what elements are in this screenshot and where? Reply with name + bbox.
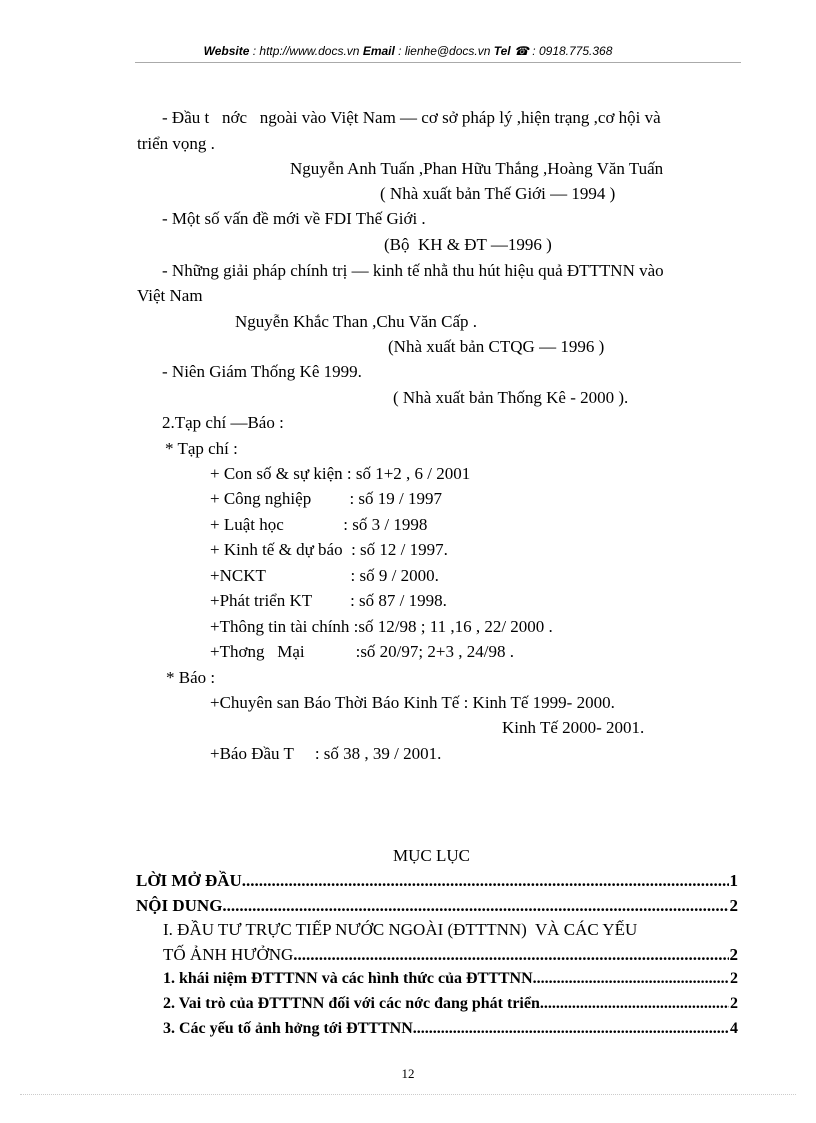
- ref-3: - Những giải pháp chính trị — kinh tế nhằ thu hút hiệu quả ĐTTTNN vào: [162, 261, 664, 280]
- ref-2-publisher: (Bộ KH & ĐT —1996 ): [384, 235, 552, 254]
- toc-entry-label: NỘI DUNG: [136, 896, 223, 915]
- toc-entry-page: 4: [730, 1020, 738, 1037]
- ref-3-publisher: (Nhà xuất bản CTQG — 1996 ): [388, 337, 605, 356]
- toc-entry-label: TỐ ẢNH HƯỞNG: [163, 945, 294, 964]
- ref-2: - Một số vấn đề mới về FDI Thế Giới .: [162, 209, 426, 228]
- newspaper-item: +Báo Đầu T : số 38 , 39 / 2001.: [210, 744, 442, 763]
- journal-item: + Kinh tế & dự báo : số 12 / 1997.: [210, 540, 448, 559]
- toc-entry-page: 2: [730, 970, 738, 987]
- journal-item: + Luật học : số 3 / 1998: [210, 515, 428, 534]
- ref-1-authors: Nguyễn Anh Tuấn ,Phan Hữu Thắng ,Hoàng Văn Tuấn: [290, 159, 664, 178]
- toc-title: MỤC LỤC: [393, 846, 470, 865]
- toc-entry-page: 1: [729, 871, 738, 890]
- newspaper-item-cont: Kinh Tế 2000- 2001.: [502, 718, 645, 737]
- journals-heading: * Tạp chí :: [165, 439, 238, 458]
- ref-1-publisher: ( Nhà xuất bản Thế Giới — 1994 ): [380, 184, 616, 203]
- toc-entry-section-1[interactable]: I. ĐẦU TƯ TRỰC TIẾP NƯỚC NGOÀI (ĐTTTNN) VÀ CÁC YẾU: [163, 920, 638, 939]
- toc-entry-page: 2: [729, 896, 738, 915]
- toc-entry-label: 3. Các yếu tố ảnh hởng tới ĐTTTNN: [163, 1020, 413, 1037]
- toc-entry-2[interactable]: [163, 995, 738, 1013]
- toc-entry-label: LỜI MỞ ĐẦU: [136, 871, 242, 890]
- page-number: 12: [401, 1066, 415, 1081]
- journal-item: +Thông tin tài chính :số 12/98 ; 11 ,16 , 22/ 2000 .: [210, 617, 553, 636]
- toc-entry-3[interactable]: [163, 1020, 738, 1038]
- toc-leader-dots: [540, 995, 729, 1013]
- toc-leader-dots: [293, 945, 728, 965]
- newspapers-heading: * Báo :: [166, 668, 216, 687]
- toc-entry-noi-dung[interactable]: [136, 896, 738, 916]
- toc-entry-page: 2: [729, 945, 738, 964]
- page-header: [0, 44, 816, 58]
- toc-leader-dots: [222, 896, 728, 916]
- toc-entry-label: 2. Vai trò của ĐTTTNN đối với các nớc đang phát triển: [163, 995, 540, 1012]
- ref-3-authors: Nguyễn Khắc Than ,Chu Văn Cấp .: [235, 312, 478, 331]
- journal-item: +Thơng Mại :số 20/97; 2+3 , 24/98 .: [210, 642, 514, 661]
- ref-4-publisher: ( Nhà xuất bản Thống Kê - 2000 ).: [393, 388, 629, 407]
- tel-value: : 0918.775.368: [532, 44, 613, 58]
- toc-entry-page: 2: [730, 995, 738, 1012]
- newspaper-item: +Chuyên san Báo Thời Báo Kinh Tế : Kinh Tế 1999- 2000.: [210, 693, 615, 712]
- journal-item: + Con số & sự kiện : số 1+2 , 6 / 2001: [210, 464, 471, 483]
- phone-icon: ☎: [514, 44, 529, 58]
- footer-divider: [20, 1094, 796, 1095]
- section-2-heading: 2.Tạp chí —Báo :: [162, 413, 284, 432]
- toc-leader-dots: [533, 970, 729, 988]
- header-divider: [135, 62, 741, 63]
- ref-3-cont: Việt Nam: [137, 286, 203, 305]
- website-label: Website: [203, 44, 250, 58]
- journal-item: +NCKT : số 9 / 2000.: [210, 566, 439, 585]
- toc-entry-loi-mo-dau[interactable]: [136, 871, 738, 891]
- ref-1-cont: triển vọng .: [137, 134, 215, 153]
- journal-item: + Công nghiệp : số 19 / 1997: [210, 489, 443, 508]
- ref-4: - Niên Giám Thống Kê 1999.: [162, 362, 362, 381]
- email-value[interactable]: : lienhe@docs.vn: [398, 44, 491, 58]
- ref-1: - Đầu t nớc ngoài vào Việt Nam — cơ sở pháp lý ,hiện trạng ,cơ hội và: [162, 108, 661, 127]
- journal-item: +Phát triển KT : số 87 / 1998.: [210, 591, 447, 610]
- toc-entry-section-1-cont[interactable]: [163, 945, 738, 965]
- toc-entry-label: 1. khái niệm ĐTTTNN và các hình thức của ĐTTTNN: [163, 970, 533, 987]
- website-value[interactable]: : http://www.docs.vn: [252, 44, 360, 58]
- toc-leader-dots: [242, 871, 729, 891]
- toc-leader-dots: [413, 1020, 729, 1038]
- toc-entry-1[interactable]: [163, 970, 738, 988]
- email-label: Email: [362, 44, 395, 58]
- tel-label: Tel: [493, 44, 511, 58]
